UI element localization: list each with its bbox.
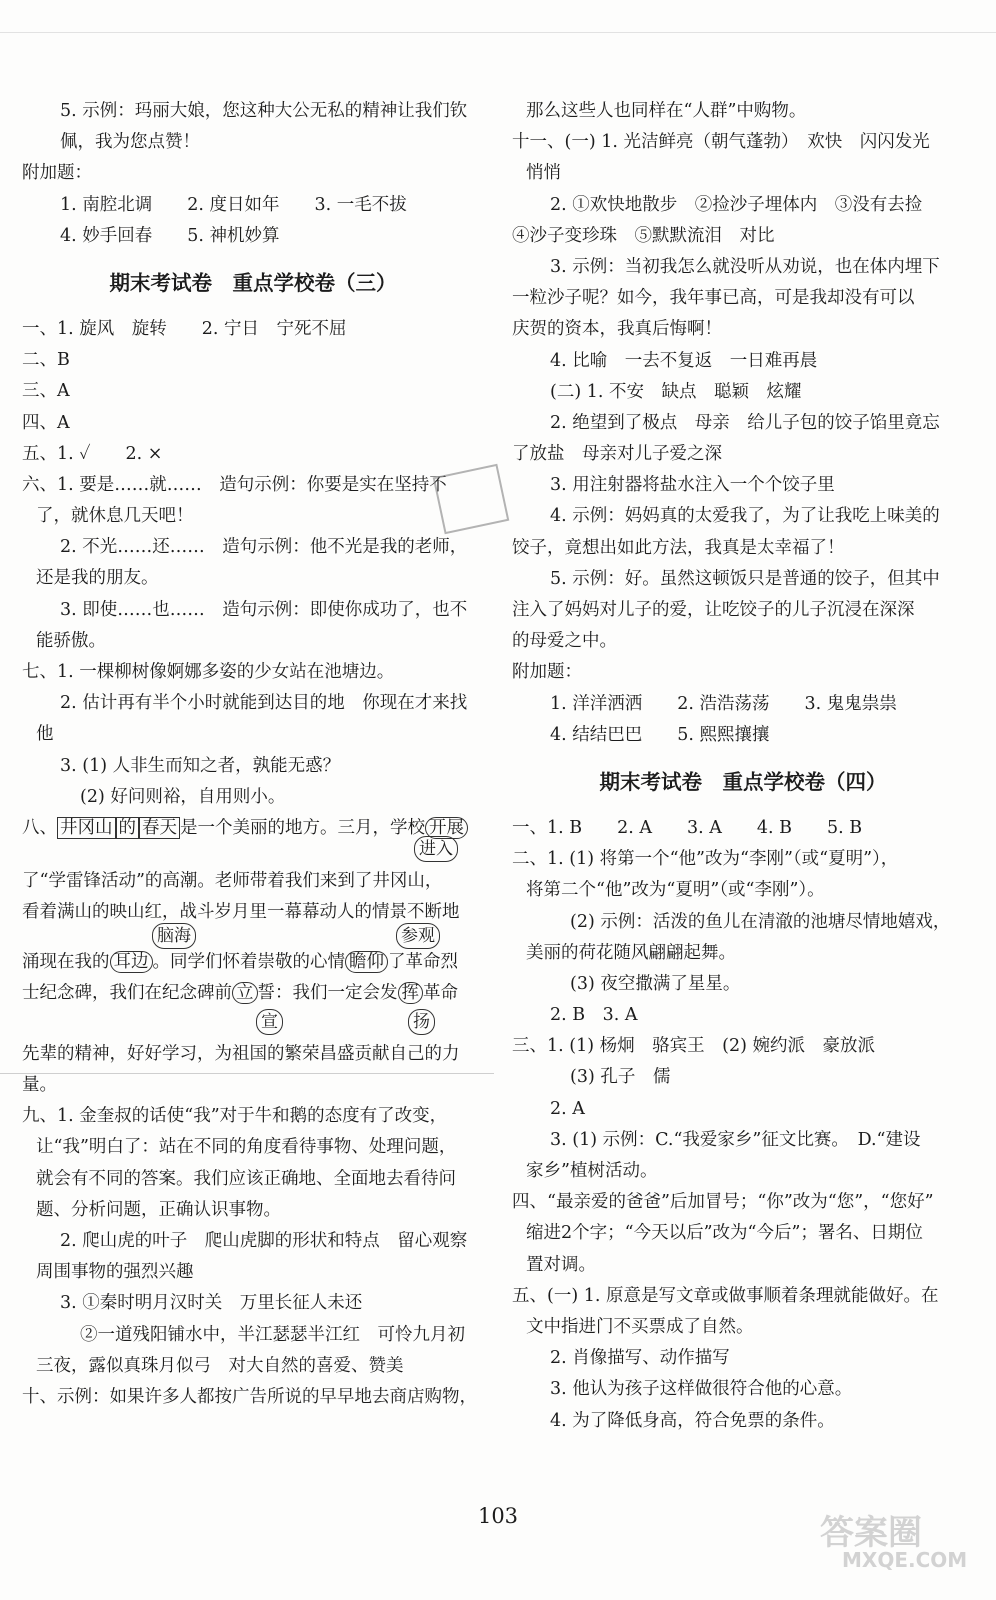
answer-line: 周围事物的强烈兴趣 (36, 1262, 194, 1283)
answer-line: 3. 即使……也…… 造句示例：即使你成功了，也不 (60, 599, 468, 620)
answer-line: 那么这些人也同样在“人群”中购物。 (526, 101, 807, 121)
answer-line: 4. 为了降低身高，符合免票的条件。 (550, 1410, 835, 1431)
answer-line: 3. 示例：当初我怎么就没听从劝说，也在体内埋下 (550, 256, 940, 277)
circled-word: 挥 (398, 982, 424, 1004)
answer-line: 还是我的朋友。 (36, 568, 159, 589)
answer-line: 家乡”植树活动。 (526, 1161, 658, 1181)
answer-line: 文中指进门不买票成了自然。 (526, 1316, 754, 1337)
answer-line: 1. 南腔北调 2. 度日如年 3. 一毛不拔 (60, 194, 407, 215)
answer-line: 庆贺的资本，我真后悔啊！ (512, 319, 722, 340)
answer-line: 七、1. 一棵柳树像婀娜多姿的少女站在池塘边。 (22, 662, 395, 682)
text-run: 了“学雷锋活动”的高潮。老师带着我们来到了井冈山， (22, 871, 443, 892)
answer-line: 十一、(一) 1. 光洁鲜亮（朝气蓬勃） 欢快 闪闪发光 (512, 132, 930, 153)
answer-line: 六、1. 要是……就…… 造句示例：你要是实在坚持不 (22, 474, 447, 495)
answer-line: 九、1. 金奎叔的话使“我”对于牛和鹅的态度有了改变， (22, 1106, 448, 1127)
answer-line: 3. (1) 示例：C.“我爱家乡”征文比赛。 D.“建设 (550, 1129, 921, 1150)
answer-line: 题、分析问题，正确认识事物。 (36, 1199, 281, 1220)
circled-word: 开展 (425, 817, 468, 839)
watermark-url: MXQE.COM (842, 1548, 968, 1572)
answer-line (22, 839, 484, 866)
marked-word: 井冈山 (57, 817, 116, 839)
text-run: 是一个美丽的地方。三月，学校 (180, 817, 425, 838)
text-run: 士纪念碑，我们在纪念碑前 (22, 982, 232, 1003)
answer-line: 十、示例：如果许多人都按广告所说的早早地去商店购物， (22, 1386, 477, 1407)
correction-word: 宣 (256, 1009, 283, 1035)
answer-line: 了，就休息几天吧！ (36, 506, 194, 527)
answer-line: 先辈的精神，好好学习，为祖国的繁荣昌盛贡献自己的力 (22, 1043, 460, 1064)
top-rule (0, 32, 996, 33)
marked-word: 的 (116, 817, 140, 839)
answer-line: 他 (36, 724, 54, 745)
answer-line: 能骄傲。 (36, 630, 106, 651)
answer-line: 二、1. (1) 将第一个“他”改为“李刚”（或“夏明”）， (512, 849, 899, 870)
answer-line: 4. 妙手回春 5. 神机妙算 (60, 225, 280, 246)
correction-word: 脑海 (152, 923, 196, 949)
answer-line: 2. B 3. A (550, 1005, 638, 1026)
answer-line: 了放盐 母亲对儿子爱之深 (512, 444, 722, 465)
answer-line (22, 813, 484, 844)
answer-line: 悄悄 (526, 163, 561, 184)
answer-line: 附加题： (512, 662, 582, 683)
correction-word: 参观 (396, 923, 440, 949)
answer-line: 一粒沙子呢？如今，我年事已高，可是我却没有可以 (512, 288, 915, 309)
left-column (22, 96, 484, 1413)
answer-line: 五、(一) 1. 原意是写文章或做事顺着条理就能做好。在 (512, 1285, 939, 1306)
watermark-logo: 答案圈 (820, 1513, 922, 1553)
text-run: 涌现在我的 (22, 951, 110, 972)
answer-line: 饺子，竟想出如此方法，我真是太幸福了！ (512, 537, 845, 558)
answer-line: 一、1. B 2. A 3. A 4. B 5. B (512, 817, 863, 838)
text-run: 八、 (22, 817, 57, 838)
answer-line: 1. 洋洋洒洒 2. 浩浩荡荡 3. 鬼鬼祟祟 (550, 693, 897, 714)
stamp-image (433, 464, 510, 534)
answer-line: 附加题： (22, 163, 92, 184)
answer-line: (2) 示例：活泼的鱼儿在清澈的池塘尽情地嬉戏， (570, 911, 951, 932)
text-run: 看着满山的映山红，战斗岁月里一幕幕动人的情景不断地 (22, 902, 460, 923)
answer-line: 4. 结结巴巴 5. 熙熙攘攘 (550, 724, 770, 745)
answer-line: ④沙子变珍珠 ⑤默默流泪 对比 (512, 225, 775, 246)
answer-line: ②一道残阳铺水中，半江瑟瑟半江红 可怜九月初 (80, 1324, 465, 1345)
answer-line: 2. 肖像描写、动作描写 (550, 1348, 730, 1369)
text-run: 革命 (423, 982, 458, 1003)
section-heading: 期末考试卷 重点学校卷（三） (109, 270, 397, 295)
answer-line (22, 978, 484, 1009)
answer-line: 2. A (550, 1098, 585, 1119)
answer-line: 4. 比喻 一去不复返 一日难再晨 (550, 350, 818, 371)
proofread-paragraph (22, 813, 484, 1039)
answer-line: (2) 好问则裕，自用则小。 (80, 786, 286, 807)
answer-line: (3) 孔子 儒 (570, 1067, 671, 1088)
fold-line (0, 1073, 494, 1074)
answer-line: 4. 示例：妈妈真的太爱我了，为了让我吃上味美的 (550, 506, 940, 527)
answer-line: 四、“最亲爱的爸爸”后加冒号；“你”改为“您”，“您好” (512, 1192, 934, 1213)
answer-line: (3) 夜空撒满了星星。 (570, 973, 741, 994)
answer-line: 注入了妈妈对儿子的爱，让吃饺子的儿子沉浸在深深 (512, 600, 915, 620)
answer-line: 3. (1) 人非生而知之者，孰能无惑？ (60, 755, 341, 776)
answer-line: 美丽的荷花随风翩翩起舞。 (526, 942, 736, 963)
answer-line: 三夜，露似真珠月似弓 对大自然的喜爱、赞美 (36, 1355, 404, 1376)
circled-word: 耳边 (110, 951, 153, 973)
answer-line: 让“我”明白了：站在不同的角度看待事物、处理问题， (36, 1137, 457, 1158)
answer-line (22, 866, 484, 897)
answer-line: 2. 爬山虎的叶子 爬山虎脚的形状和特点 留心观察 (60, 1231, 468, 1251)
text-run: 了革命烈 (388, 951, 458, 972)
answer-line: 2. ①欢快地散步 ②捡沙子埋体内 ③没有去捡 (550, 194, 923, 215)
section-heading: 期末考试卷 重点学校卷（四） (599, 769, 887, 794)
answer-line: 3. 他认为孩子这样做很符合他的心意。 (550, 1379, 853, 1400)
answer-line: 一、1. 旋风 旋转 2. 宁日 宁死不屈 (22, 318, 347, 339)
right-column (512, 96, 974, 1437)
answer-line: 二、B (22, 350, 70, 371)
answer-line: 3. 用注射器将盐水注入一个个饺子里 (550, 475, 835, 496)
answer-line (22, 947, 484, 978)
circled-word: 立 (232, 982, 258, 1004)
text-run: 誓：我们一定会发 (257, 982, 398, 1003)
answer-line: 2. 不光……还…… 造句示例：他不光是我的老师， (60, 537, 468, 558)
answer-line: 三、1. (1) 杨炯 骆宾王 (2) 婉约派 豪放派 (512, 1036, 875, 1057)
answer-line: 佩，我为您点赞！ (60, 132, 200, 153)
circled-word: 瞻仰 (345, 951, 388, 973)
correction-word: 进入 (414, 836, 458, 862)
answer-line: 的母爱之中。 (512, 631, 617, 652)
answer-line: 3. ①秦时明月汉时关 万里长征人未还 (60, 1293, 363, 1314)
answer-line: 2. 估计再有半个小时就能到达目的地 你现在才来找 (60, 693, 468, 714)
text-run: 。同学们怀着崇敬的心情 (152, 951, 345, 972)
marked-word: 春天 (139, 817, 180, 839)
answer-line: 四、A (22, 412, 70, 433)
answer-line (22, 1009, 484, 1039)
answer-line: 5. 示例：好。虽然这顿饭只是普通的饺子，但其中 (550, 568, 940, 589)
answer-line: 5. 示例：玛丽大娘，您这种大公无私的精神让我们钦 (60, 101, 468, 121)
answer-line: 将第二个“他”改为“夏明”（或“李刚”）。 (526, 880, 825, 901)
answer-line: 五、1. ✓ 2. × (22, 443, 163, 464)
page-number: 103 (477, 1504, 519, 1528)
answer-line (22, 925, 484, 947)
answer-line: 缩进2个字；“今天以后”改为“今后”；署名、日期位 (526, 1223, 923, 1244)
answer-line: (二) 1. 不安 缺点 聪颖 炫耀 (550, 381, 802, 402)
correction-word: 扬 (408, 1009, 435, 1035)
answer-line: 就会有不同的答案。我们应该正确地、全面地去看待问 (36, 1168, 456, 1189)
answer-line: 量。 (22, 1075, 57, 1096)
answer-line: 三、A (22, 381, 70, 402)
answer-line: 置对调。 (526, 1254, 596, 1275)
answer-line: 2. 绝望到了极点 母亲 给儿子包的饺子馅里竟忘 (550, 412, 940, 433)
